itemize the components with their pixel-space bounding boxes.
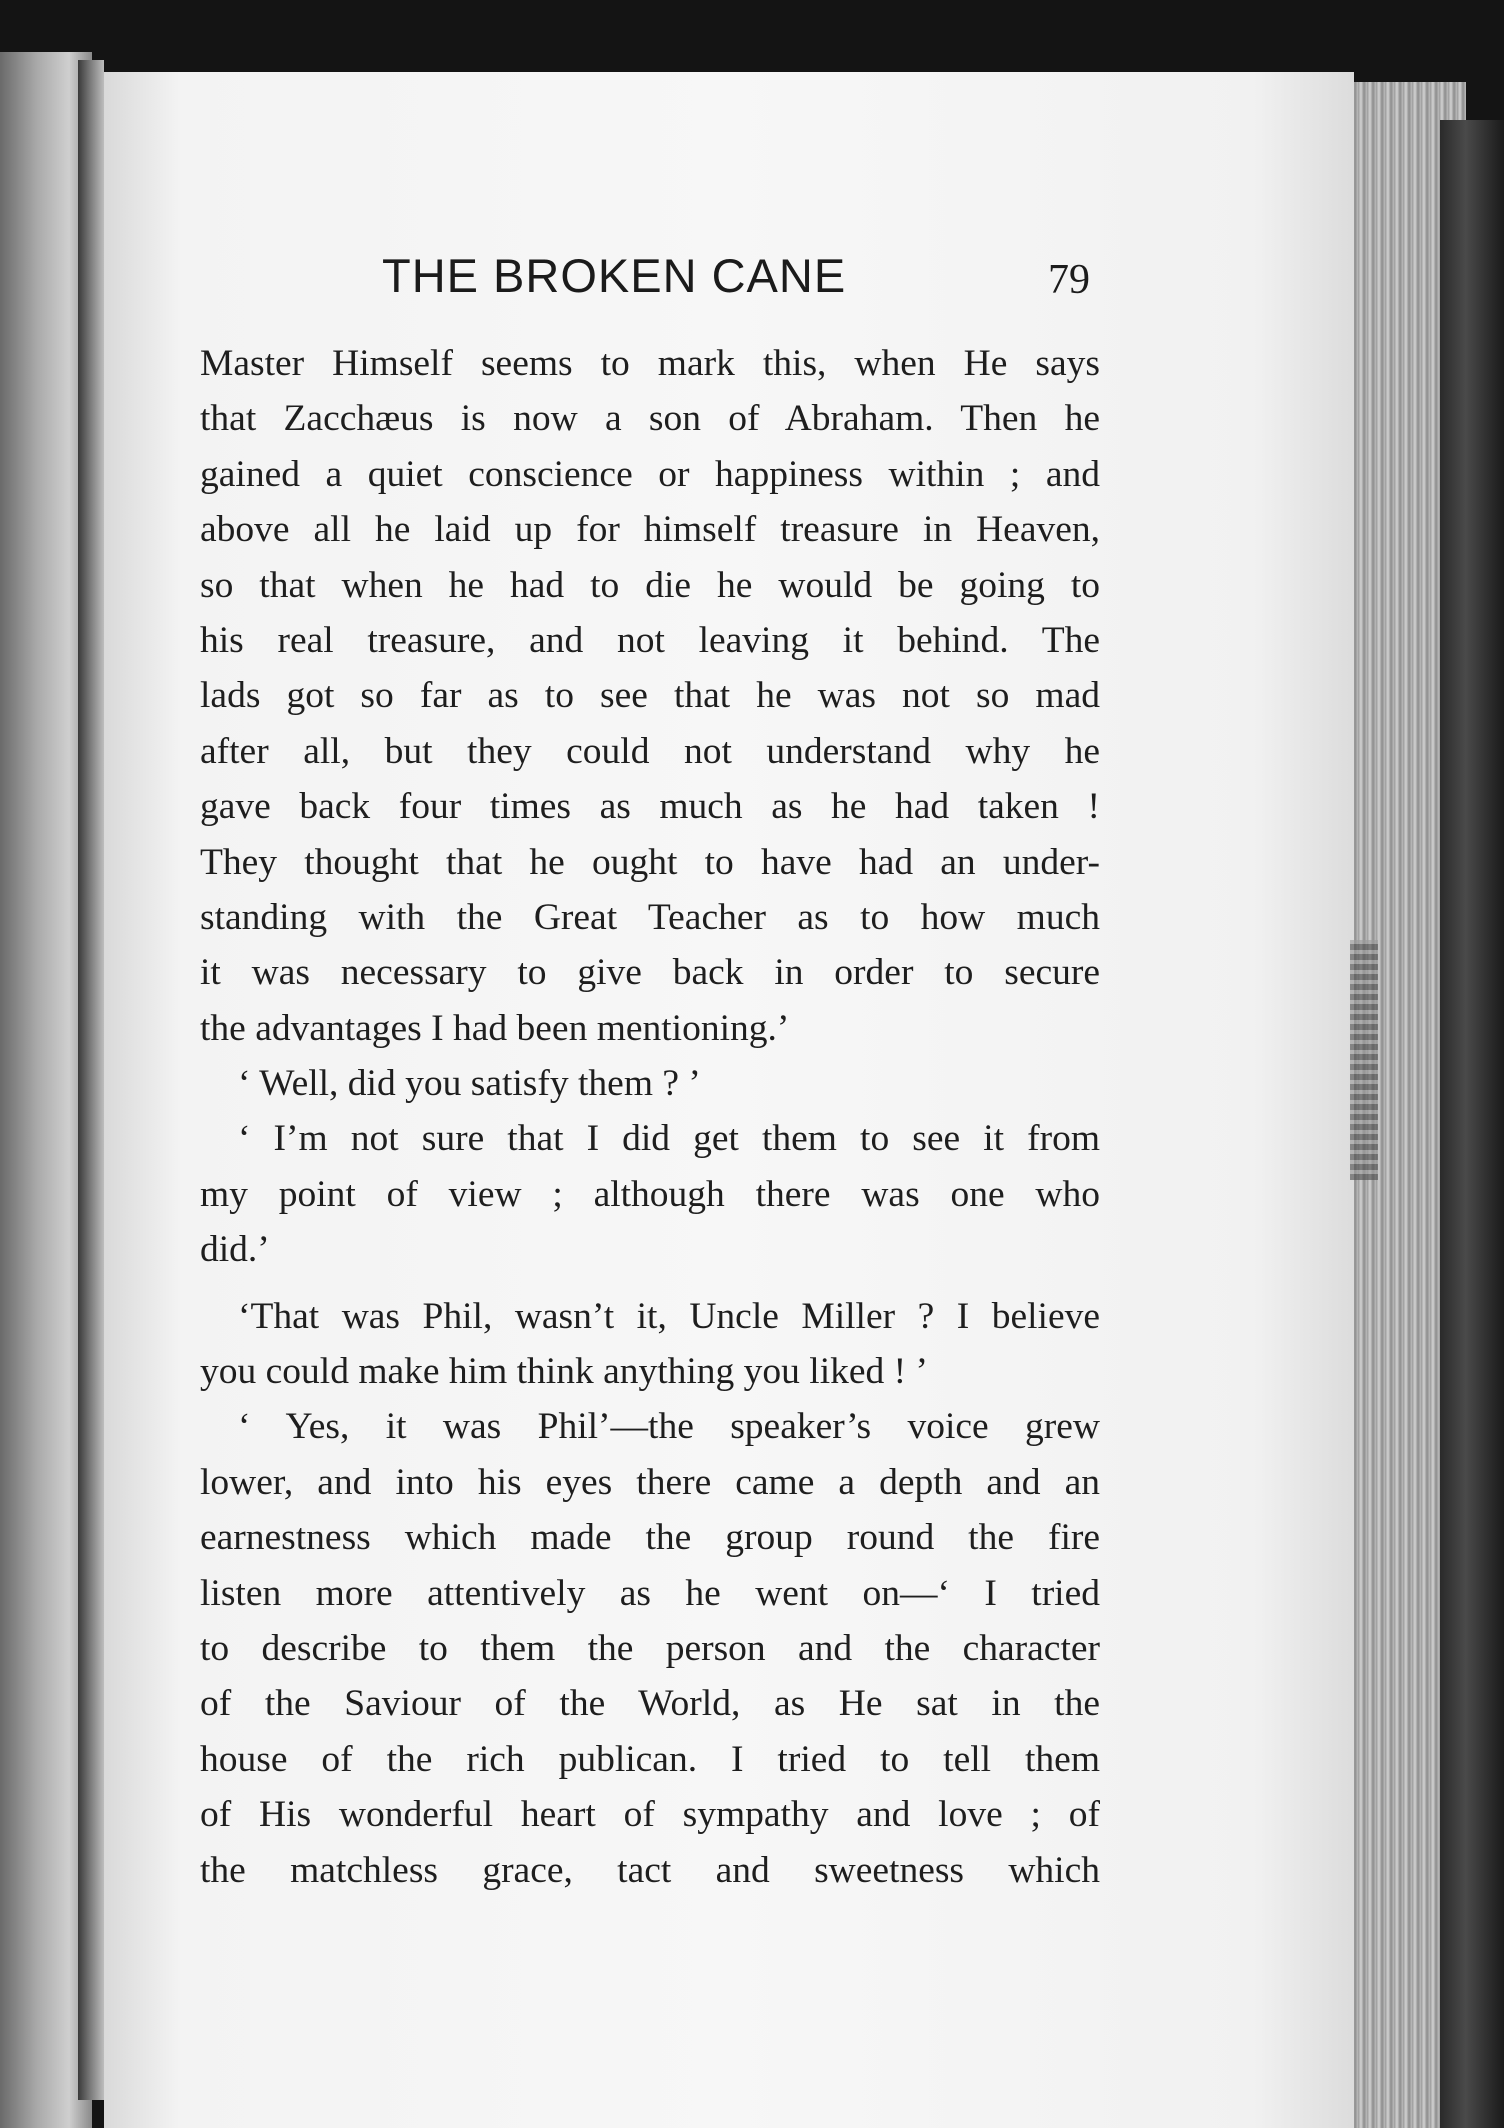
text-line: standing with the Great Teacher as to how much [200, 896, 1100, 938]
book-gutter [78, 60, 104, 2100]
text-line: of the Saviour of the World, as He sat in the [200, 1683, 1100, 1725]
text-line: lower, and into his eyes there came a depth and an [200, 1461, 1100, 1503]
page-number: 79 [1048, 257, 1090, 303]
page-title: THE BROKEN CANE [382, 249, 847, 302]
text-line: earnestness which made the group round the fire [200, 1517, 1100, 1559]
text-line: gained a quiet conscience or happiness within ; and [200, 453, 1100, 495]
running-head [200, 248, 1100, 308]
text-line: ‘That was Phil, wasn’t it, Uncle Miller ? I believe [238, 1295, 1100, 1337]
text-line: They thought that he ought to have had an under- [200, 841, 1100, 883]
text-line: above all he laid up for himself treasure in Heaven, [200, 509, 1100, 551]
text-line: you could make him think anything you liked ! ’ [200, 1351, 929, 1393]
text-line: did.’ [200, 1229, 270, 1271]
spine-marking [1350, 940, 1378, 1180]
text-line: to describe to them the person and the character [200, 1627, 1100, 1669]
text-line: ‘ Well, did you satisfy them ? ’ [238, 1063, 701, 1105]
text-line: the advantages I had been mentioning.’ [200, 1007, 790, 1049]
text-line: gave back four times as much as he had taken ! [200, 786, 1100, 828]
text-line: my point of view ; although there was one who [200, 1173, 1100, 1215]
text-line: it was necessary to give back in order to secure [200, 952, 1100, 994]
text-line: that Zacchæus is now a son of Abraham. Then he [200, 398, 1100, 440]
text-line: after all, but they could not understand why he [200, 730, 1100, 772]
text-line: ‘ Yes, it was Phil’—the speaker’s voice grew [238, 1406, 1100, 1448]
text-line: ‘ I’m not sure that I did get them to see it from [238, 1118, 1100, 1160]
text-line: of His wonderful heart of sympathy and love ; of [200, 1794, 1100, 1836]
text-line: house of the rich publican. I tried to tell them [200, 1738, 1100, 1780]
text-line: listen more attentively as he went on—‘ I tried [200, 1572, 1100, 1614]
text-line: his real treasure, and not leaving it behind. The [200, 619, 1100, 661]
text-line: so that when he had to die he would be going to [200, 564, 1100, 606]
book-spine [1440, 120, 1504, 2128]
body-text [200, 336, 1100, 1898]
text-line: lads got so far as to see that he was not so mad [200, 675, 1100, 717]
text-line: Master Himself seems to mark this, when He says [200, 343, 1100, 384]
text-line: the matchless grace, tact and sweetness which [200, 1849, 1100, 1891]
